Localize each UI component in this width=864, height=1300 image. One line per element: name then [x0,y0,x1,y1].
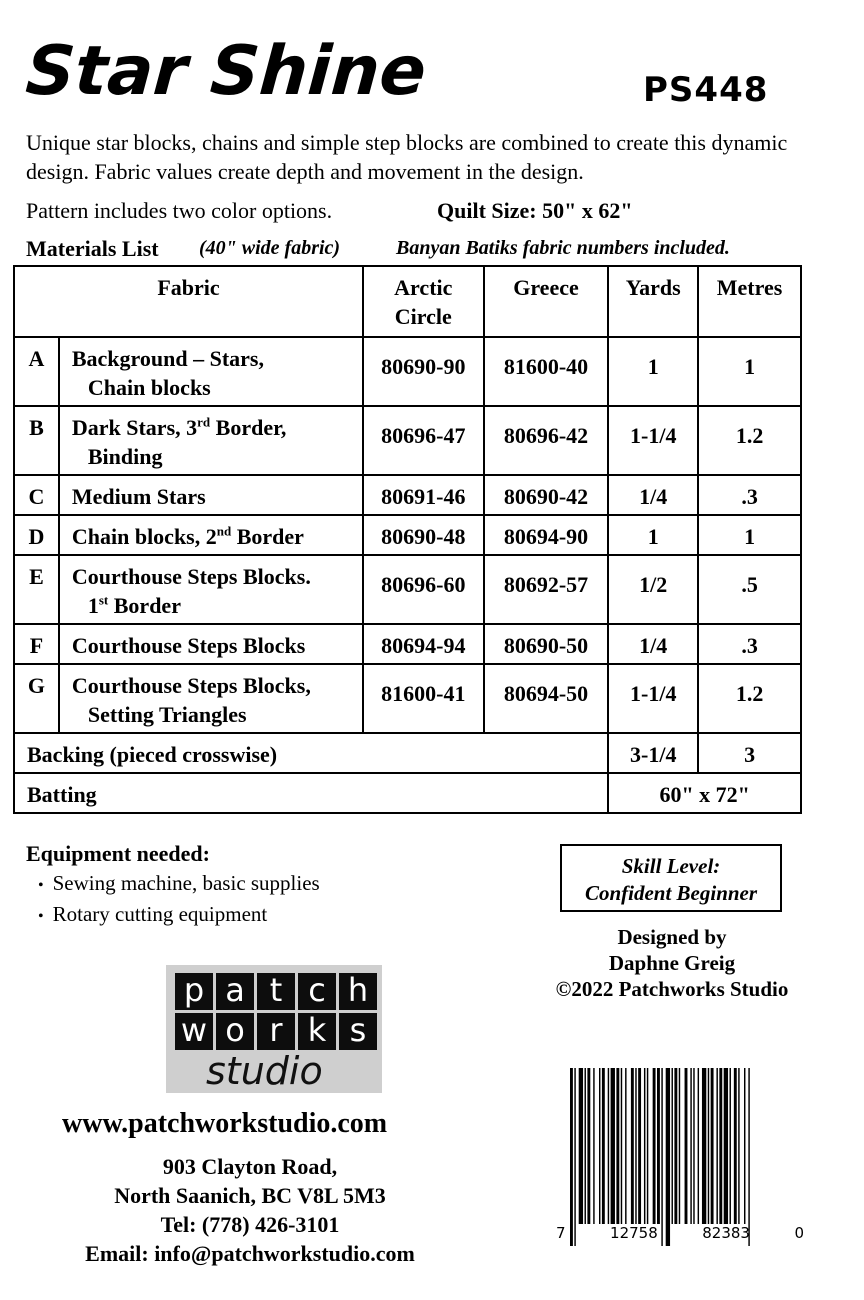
barcode-bar [608,1068,609,1224]
greece-code: 80690-42 [484,475,609,515]
barcode-bar [724,1068,728,1224]
table-row [14,337,801,406]
yards-value: 1/4 [608,624,698,664]
logo-tile: p [175,973,213,1010]
arctic-code: 80696-47 [363,406,484,475]
skill-label: Skill Level: [621,854,721,878]
desc-line1-post: Border, [210,415,287,440]
barcode-bar [593,1068,594,1224]
designed-by: Designed by [617,925,727,949]
website-link[interactable]: www.patchworkstudio.com [62,1108,388,1139]
barcode-bar [585,1068,586,1224]
barcode-bar [730,1068,731,1224]
row-description: Courthouse Steps Blocks [59,624,363,664]
barcode-bar [734,1068,737,1224]
barcode-bar [698,1068,699,1224]
intro-description: Unique star blocks, chains and simple step blocks are combined to create this dynamic design. Fabric values create depth and movement in the design. [26,130,788,184]
barcode-bar [719,1068,722,1224]
logo-tile: h [339,973,377,1010]
row-letter: F [14,624,59,664]
arctic-code: 80690-48 [363,515,484,555]
greece-code: 80694-50 [484,664,609,733]
desc-line1-sup: nd [216,523,232,539]
greece-code: 80692-57 [484,555,609,624]
yards-value: 1/2 [608,555,698,624]
metres-value: 1 [698,337,801,406]
barcode-bar [674,1068,677,1224]
barcode-bar [672,1068,673,1224]
metres-value: .3 [698,475,801,515]
arctic-code: 80691-46 [363,475,484,515]
barcode-bar [690,1068,691,1224]
patchworks-studio-logo [166,965,382,1093]
barcode-bar [625,1068,626,1224]
desc-line1: Courthouse Steps Blocks, [71,673,311,698]
barcode-bar [574,1068,575,1246]
row-description [59,406,363,475]
phone: Tel: (778) 426-3101 [160,1212,340,1237]
skill-level-box [560,844,782,912]
desc-line1: Courthouse Steps Blocks. [71,564,311,589]
backing-metres: 3 [698,733,801,773]
desc-line1-pre: Chain blocks, 2 [71,524,217,549]
barcode-bar [744,1068,745,1224]
yards-value: 1-1/4 [608,406,698,475]
pattern-number: PS448 [643,70,769,110]
backing-label: Backing (pieced crosswise) [14,733,608,773]
table-row [14,555,801,624]
pattern-title: Star Shine [23,32,429,111]
metres-value: .3 [698,624,801,664]
arctic-code: 80696-60 [363,555,484,624]
color-options-note: Pattern includes two color options. [26,198,333,223]
table-row [14,624,801,664]
desc-line1-pre: Dark Stars, 3 [71,415,198,440]
batting-label: Batting [14,773,608,813]
barcode-bar [579,1068,583,1224]
barcode-bar [587,1068,590,1224]
table-row [14,664,801,733]
barcode-bar [638,1068,641,1224]
barcode-bar [708,1068,709,1224]
row-letter: D [14,515,59,555]
barcode-image [560,1068,800,1246]
fabric-width-note: (40" wide fabric) [199,237,341,259]
yards-value: 1 [608,515,698,555]
desc-line2-pre: 1 [87,593,99,618]
metres-value: 1 [698,515,801,555]
metres-value: 1.2 [698,406,801,475]
greece-code: 80694-90 [484,515,609,555]
column-header-yards: Yards [608,266,698,337]
barcode-digit-group: 0 [794,1224,804,1242]
skill-value: Confident Beginner [584,881,758,905]
desc-line1-sup: rd [197,414,211,430]
batik-note: Banyan Batiks fabric numbers included. [396,237,730,259]
greece-code: 80690-50 [484,624,609,664]
desc-line2: Setting Triangles [87,702,247,727]
yards-value: 1-1/4 [608,664,698,733]
barcode-bar [711,1068,714,1224]
logo-tile: w [175,1013,213,1050]
arctic-code: 81600-41 [363,664,484,733]
barcode-bar [702,1068,706,1224]
column-header-greece: Greece [484,266,609,337]
barcode-bar [679,1068,680,1224]
backing-row [14,733,801,773]
barcode-bar [616,1068,619,1224]
barcode-digit-group: 7 [556,1224,566,1242]
equipment-list [38,869,320,931]
equipment-heading: Equipment needed: [26,841,210,866]
barcode-bar [635,1068,636,1224]
arctic-code: 80690-90 [363,337,484,406]
barcode-bar [631,1068,634,1224]
desc-line2-post: Border [108,593,181,618]
logo-tile: s [339,1013,377,1050]
column-header-metres: Metres [698,266,801,337]
list-item: • Rotary cutting equipment [38,900,320,931]
row-description [59,664,363,733]
row-description [59,337,363,406]
designer-name: Daphne Greig [608,951,736,975]
metres-value: 1.2 [698,664,801,733]
greece-code: 80696-42 [484,406,609,475]
barcode-bar [647,1068,648,1224]
logo-tile: k [298,1013,336,1050]
list-item: • Sewing machine, basic supplies [38,869,320,900]
logo-tile: o [216,1013,254,1050]
arctic-code: 80694-94 [363,624,484,664]
desc-line1: Background – Stars, [71,346,264,371]
row-letter: C [14,475,59,515]
barcode-digit-group: 82383 [702,1224,750,1242]
barcode-bar [657,1068,660,1224]
barcode-bar [570,1068,573,1246]
address-line1: 903 Clayton Road, [162,1154,338,1179]
table-header-row [14,266,801,337]
logo-tile: r [257,1013,295,1050]
row-description [59,515,363,555]
desc-line2-sup: st [98,592,109,608]
barcode-bar [644,1068,645,1224]
yards-value: 1/4 [608,475,698,515]
barcode-bar [738,1068,739,1224]
copyright: ©2022 Patchworks Studio [555,977,789,1001]
barcode-bar [621,1068,622,1224]
arctic-line1: Arctic [394,275,453,300]
barcode-bar [599,1068,600,1224]
barcode-bar [666,1068,670,1246]
barcode-digit-group: 12758 [610,1224,658,1242]
row-letter: A [14,337,59,406]
barcode-bar [653,1068,656,1224]
row-description [59,555,363,624]
barcode-bar [748,1068,749,1246]
greece-code: 81600-40 [484,337,609,406]
address-line2: North Saanich, BC V8L 5M3 [114,1183,386,1208]
quilt-size: Quilt Size: 50" x 62" [437,198,633,223]
logo-tile: t [257,973,295,1010]
logo-studio-text: studio [206,1049,323,1093]
logo-tile: a [216,973,254,1010]
desc-line2 [72,591,356,620]
designer-credits [540,924,804,1002]
row-letter: G [14,664,59,733]
barcode-bar [602,1068,605,1224]
barcode-bar [716,1068,717,1224]
barcode-bar [685,1068,688,1224]
materials-heading: Materials List [26,236,159,261]
table-row [14,406,801,475]
desc-line2: Chain blocks [87,375,211,400]
backing-yards: 3-1/4 [608,733,698,773]
logo-tile: c [298,973,336,1010]
table-row [14,475,801,515]
materials-table [13,265,802,814]
barcode-bar [661,1068,662,1246]
arctic-line2: Circle [394,304,452,329]
column-header-arctic-circle [363,266,484,337]
desc-line1-post: Border [231,524,304,549]
barcode-bar [693,1068,694,1224]
batting-size: 60" x 72" [608,773,801,813]
barcode-bar [611,1068,615,1224]
email[interactable]: Email: info@patchworkstudio.com [85,1241,415,1266]
column-header-fabric: Fabric [14,266,363,337]
metres-value: .5 [698,555,801,624]
desc-line2: Binding [87,444,163,469]
row-letter: B [14,406,59,475]
table-row [14,515,801,555]
contact-info [55,1152,445,1268]
yards-value: 1 [608,337,698,406]
batting-row [14,773,801,813]
barcode-digits [556,1224,804,1242]
row-letter: E [14,555,59,624]
row-description: Medium Stars [59,475,363,515]
